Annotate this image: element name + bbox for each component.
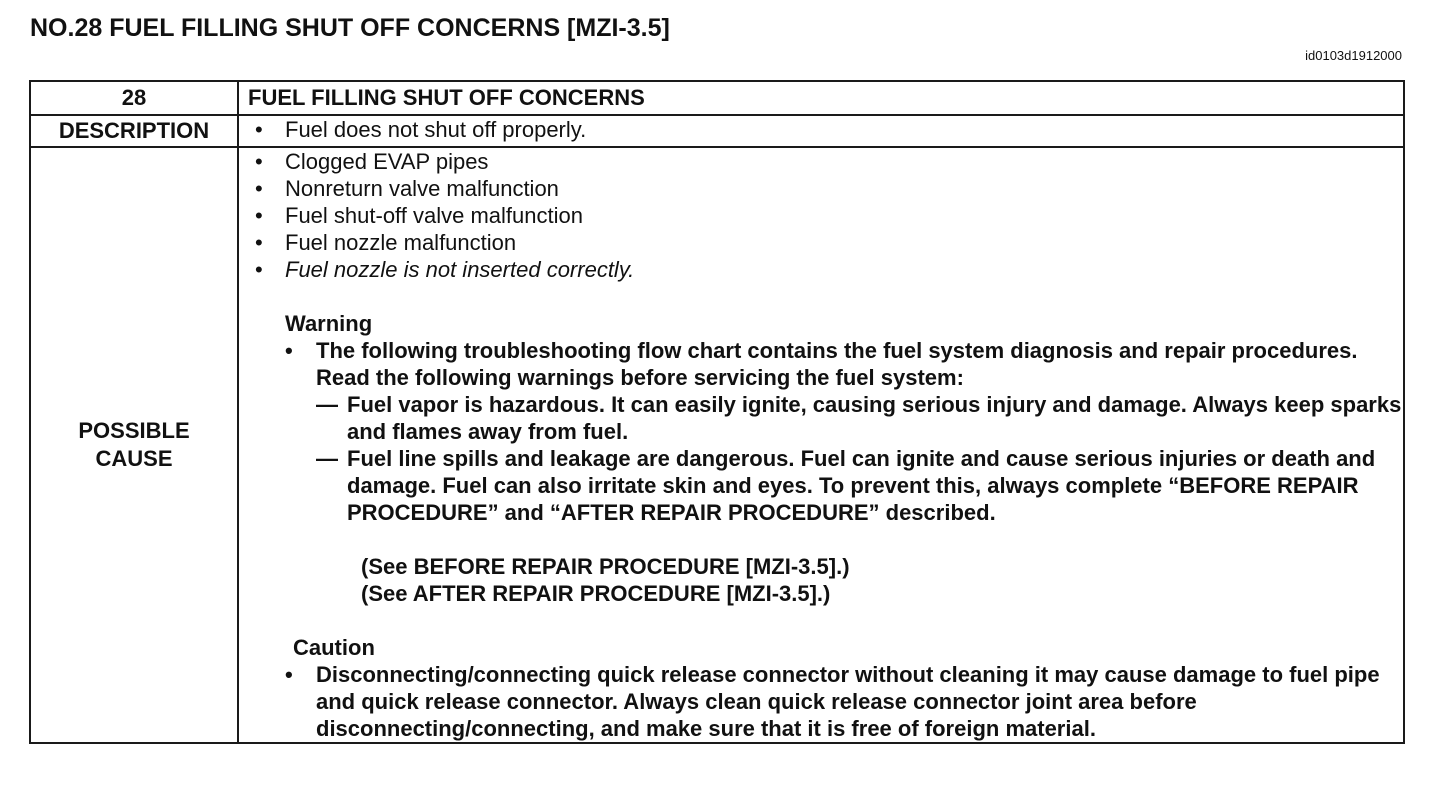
bullet-icon: • xyxy=(285,338,293,363)
warning-dash-text: Fuel vapor is hazardous. It can easily ignite, causing serious injury and damage. Always keep sparks and flames away from fuel. xyxy=(347,392,1402,444)
concern-title: FUEL FILLING SHUT OFF CONCERNS xyxy=(238,81,1404,115)
warning-heading: Warning xyxy=(285,311,373,336)
cause-text: Nonreturn valve malfunction xyxy=(285,176,559,201)
possible-cause-label-line1: POSSIBLE xyxy=(78,418,190,443)
document-id: id0103d1912000 xyxy=(1305,48,1402,63)
bullet-icon: • xyxy=(285,662,293,687)
warning-text: The following troubleshooting flow chart contains the fuel system diagnosis and repair procedures. Read the following warnings before servicing the fuel system: xyxy=(316,338,1358,390)
bullet-icon: • xyxy=(255,230,263,255)
bullet-icon: • xyxy=(255,257,263,282)
bullet-icon: • xyxy=(255,149,263,174)
cause-text: Fuel nozzle malfunction xyxy=(285,230,517,255)
possible-cause-label xyxy=(30,147,238,743)
after-repair-reference-link[interactable]: (See AFTER REPAIR PROCEDURE [MZI-3.5].) xyxy=(361,581,831,606)
troubleshooting-table xyxy=(29,80,1405,744)
caution-bullet xyxy=(239,661,1403,742)
table-header-row xyxy=(30,81,1404,115)
cause-text: Fuel shut-off valve malfunction xyxy=(285,203,583,228)
possible-cause-label-line2: CAUSE xyxy=(95,446,173,471)
description-content xyxy=(238,115,1404,147)
list-item xyxy=(239,116,1403,143)
list-item xyxy=(239,256,1403,283)
list-item xyxy=(239,229,1403,256)
warning-dash-item xyxy=(239,445,1403,526)
description-label: DESCRIPTION xyxy=(30,115,238,147)
procedure-references xyxy=(239,553,1403,607)
cause-text: Fuel nozzle is not inserted correctly. xyxy=(285,257,635,282)
page-title: NO.28 FUEL FILLING SHUT OFF CONCERNS [MZI-3.5] xyxy=(30,14,670,42)
list-item xyxy=(239,202,1403,229)
possible-cause-row xyxy=(30,147,1404,743)
concern-number: 28 xyxy=(30,81,238,115)
description-row xyxy=(30,115,1404,147)
warning-dash-item xyxy=(239,391,1403,445)
list-item xyxy=(239,175,1403,202)
cause-text: Clogged EVAP pipes xyxy=(285,149,489,174)
caution-text: Disconnecting/connecting quick release connector without cleaning it may cause damage to fuel pipe and quick release connector. Always clean quick release connector joint area before disconnecting/connecting, and make sure that it is free of foreign material. xyxy=(316,662,1380,741)
caution-heading: Caution xyxy=(293,635,375,660)
warning-bullet xyxy=(239,337,1403,391)
list-item xyxy=(239,148,1403,175)
bullet-icon: • xyxy=(255,203,263,228)
bullet-icon: • xyxy=(255,117,263,142)
possible-cause-content xyxy=(238,147,1404,743)
before-repair-reference-link[interactable]: (See BEFORE REPAIR PROCEDURE [MZI-3.5].) xyxy=(361,554,850,579)
warning-dash-text: Fuel line spills and leakage are dangerous. Fuel can ignite and cause serious injuries or death and damage. Fuel can also irritate skin and eyes. To prevent this, always complete “BEFORE REPAIR PROCEDURE” and “AFTER REPAIR PROCEDURE” described. xyxy=(347,446,1376,525)
dash-icon: — xyxy=(316,392,338,417)
bullet-icon: • xyxy=(255,176,263,201)
dash-icon: — xyxy=(316,446,338,471)
description-text: Fuel does not shut off properly. xyxy=(285,117,587,142)
